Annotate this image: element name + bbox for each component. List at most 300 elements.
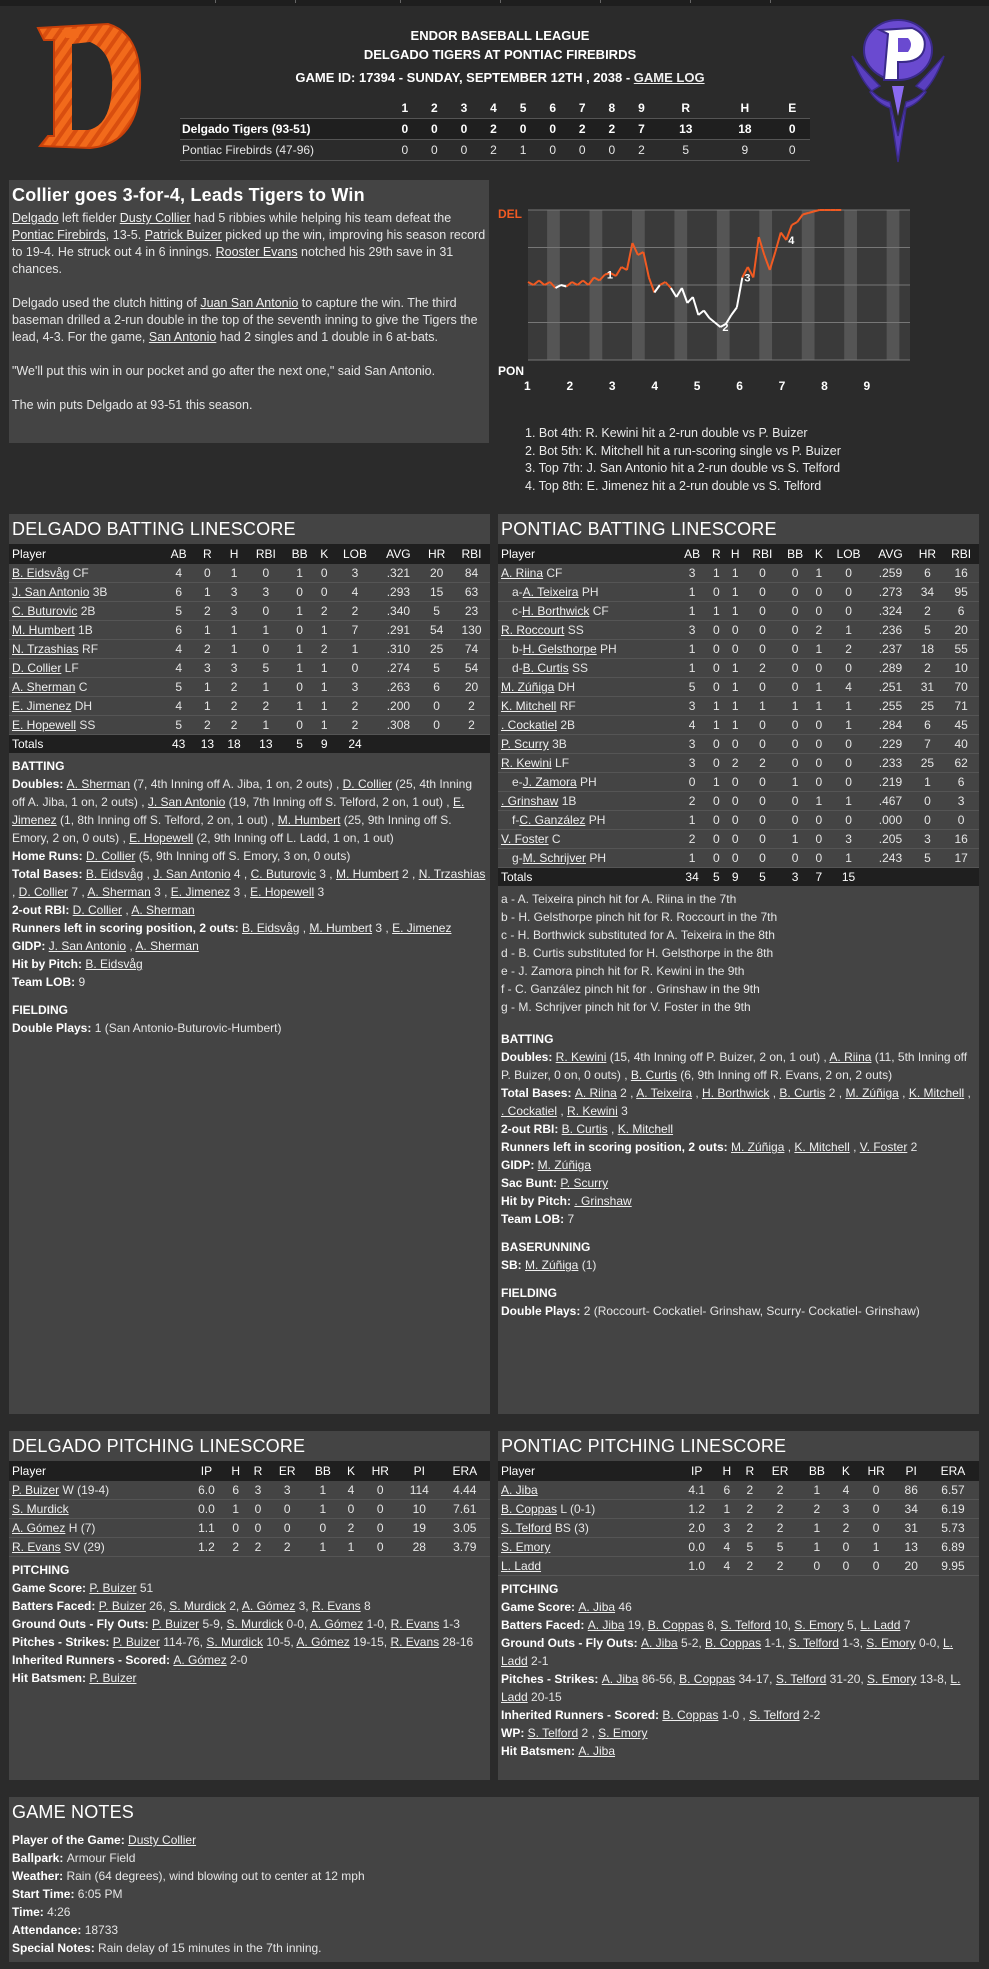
note-text: (11, 5th Inning off P. Buizer, 0 on, 0 outs) , — [501, 1050, 968, 1082]
player-cell — [9, 640, 163, 659]
recap-headline: Collier goes 3-for-4, Leads Tigers to Win — [12, 185, 365, 205]
linescore-cell: 0 — [508, 119, 538, 140]
note-key: Game Score: — [12, 1581, 90, 1595]
linescore-header: 2 — [420, 98, 450, 119]
player-link[interactable]: Pontiac Firebirds — [12, 228, 106, 242]
note-text: 2-0 — [226, 1653, 248, 1667]
player-link[interactable]: E. Hopewell — [12, 718, 77, 732]
pitcher-cell — [9, 1481, 188, 1500]
player-link[interactable]: R. Kewini — [501, 756, 552, 770]
game-notes-title: GAME NOTES — [12, 1802, 135, 1822]
stat-cell: 1 — [194, 697, 221, 716]
note-key: Ground Outs - Fly Outs: — [501, 1636, 641, 1650]
player-link[interactable]: L. Ladd — [501, 1636, 954, 1668]
event-marker: 1 — [606, 269, 614, 282]
stat-cell: 0 — [780, 678, 810, 697]
stat-cell: 2 — [194, 640, 221, 659]
player-link[interactable]: Juan San Antonio — [200, 296, 299, 310]
player-link[interactable]: A. Gómez — [173, 1653, 227, 1667]
player-link[interactable]: S. Emory — [598, 1726, 648, 1740]
player-link[interactable]: B. Curtis — [779, 1086, 826, 1100]
player-link[interactable]: P. Buizer — [112, 1635, 160, 1649]
player-link[interactable]: A. Riina — [574, 1086, 617, 1100]
player-link[interactable]: P. Scurry — [501, 737, 549, 751]
player-link[interactable]: Dusty Collier — [119, 211, 191, 225]
linescore-cell: 0 — [774, 119, 810, 140]
player-cell — [9, 697, 163, 716]
stat-cell: 31 — [895, 1519, 926, 1538]
column-header: PI — [895, 1461, 926, 1481]
player-cell — [498, 754, 677, 773]
player-link[interactable]: Delgado — [12, 211, 59, 225]
note-text: 3 — [314, 885, 325, 899]
linescore-cell: 7 — [627, 119, 657, 140]
player-link[interactable]: V. Foster — [501, 832, 549, 846]
player-link[interactable]: P. Buizer — [89, 1671, 137, 1685]
position: 3B — [89, 585, 108, 599]
player-link[interactable]: A. Jiba — [641, 1636, 678, 1650]
stat-cell: 4 — [677, 716, 707, 735]
position: PH — [596, 642, 617, 656]
note-text: , — [692, 1086, 703, 1100]
player-link[interactable]: L. Ladd — [860, 1618, 901, 1632]
tigers-logo-icon — [30, 18, 145, 154]
player-link[interactable]: E. Hopewell — [129, 831, 194, 845]
stat-cell: 0 — [362, 1538, 399, 1557]
player-link[interactable]: M. Zúñiga — [731, 1140, 785, 1154]
stat-cell: 1 — [677, 849, 707, 868]
player-link[interactable]: J. San Antonio — [147, 795, 226, 809]
player-link[interactable]: B. Eidsvåg — [12, 566, 70, 580]
player-link[interactable]: H. Gelsthorpe — [522, 642, 597, 656]
column-header: AVG — [377, 544, 421, 564]
linescore-header: E — [774, 98, 810, 119]
stat-cell: 1 — [221, 564, 248, 583]
player-link[interactable]: A. Gómez — [241, 1599, 296, 1613]
player-link[interactable]: M. Zúñiga — [845, 1086, 899, 1100]
player-link[interactable]: A. Sherman — [12, 680, 76, 694]
player-link[interactable]: H. Borthwick — [702, 1086, 770, 1100]
player-link[interactable]: M. Schrijver — [522, 851, 587, 865]
pontiac-pitching-table — [498, 1461, 979, 1576]
table-row — [498, 602, 979, 621]
note-key: Double Plays: — [501, 1304, 584, 1318]
table-row — [9, 1538, 490, 1557]
table-row — [498, 754, 979, 773]
player-link[interactable]: B. Coppas — [647, 1618, 704, 1632]
note-line — [501, 1616, 976, 1634]
player-link[interactable]: . Cockatiel — [501, 1104, 558, 1118]
player-link[interactable]: P. Buizer — [89, 1581, 137, 1595]
stat-cell: 1 — [677, 811, 707, 830]
note-text: left fielder — [58, 211, 120, 225]
note-text: 5-9, — [199, 1617, 227, 1631]
player-link[interactable]: S. Murdick — [206, 1635, 264, 1649]
note-text: 8, — [703, 1618, 721, 1632]
player-link[interactable]: E. Jimenez — [12, 795, 465, 827]
player-link[interactable]: M. Zúñiga — [525, 1258, 579, 1272]
stat-cell: 0 — [745, 792, 781, 811]
linescore-cell: 9 — [715, 140, 774, 161]
note-key: Ballpark: — [12, 1851, 67, 1865]
position: DH — [71, 699, 93, 713]
stat-cell: 1 — [247, 678, 284, 697]
player-link[interactable]: S. Telford — [720, 1618, 771, 1632]
note-text: had 5 ribbies while helping his team defeat the — [190, 211, 452, 225]
note-line — [12, 775, 487, 847]
stat-cell: 1 — [284, 564, 315, 583]
player-link[interactable]: S. Telford — [788, 1636, 839, 1650]
stat-cell: 0 — [707, 659, 726, 678]
linescore-header: 1 — [390, 98, 420, 119]
note-line — [12, 919, 487, 937]
player-link[interactable]: B. Coppas — [679, 1672, 736, 1686]
player-link[interactable]: B. Curtis — [630, 1068, 677, 1082]
player-link[interactable]: S. Telford — [527, 1726, 579, 1740]
table-header-row — [9, 1461, 490, 1481]
position: 3B — [548, 737, 567, 751]
player-link[interactable]: D. Collier — [86, 849, 136, 863]
stat-cell: 0 — [745, 678, 781, 697]
totals-cell: 3 — [780, 868, 810, 887]
stat-cell: 2 — [333, 697, 376, 716]
player-cell — [498, 735, 677, 754]
linescore-row — [180, 140, 810, 161]
player-link[interactable]: M. Zúñiga — [501, 680, 555, 694]
stat-cell: 5 — [420, 602, 453, 621]
player-link[interactable]: Dusty Collier — [128, 1833, 197, 1847]
player-link[interactable]: J. San Antonio — [153, 867, 231, 881]
totals-cell: Totals — [498, 868, 677, 887]
stat-cell: 0 — [726, 849, 745, 868]
table-row — [9, 1500, 490, 1519]
note-text: 0-0, — [915, 1636, 943, 1650]
note-text: 10, — [770, 1618, 795, 1632]
player-link[interactable]: N. Trzashias — [12, 642, 79, 656]
stat-cell: 3 — [221, 659, 248, 678]
column-header: H — [715, 1461, 738, 1481]
player-link[interactable]: P. Buizer — [152, 1617, 200, 1631]
note-key: Pitches - Strikes: — [12, 1635, 113, 1649]
player-link[interactable]: P. Buizer — [98, 1599, 146, 1613]
player-cell — [9, 678, 163, 697]
player-link[interactable]: N. Trzashias — [418, 867, 486, 881]
player-link[interactable]: . Grinshaw — [501, 794, 559, 808]
note-text: 2, — [225, 1599, 242, 1613]
stat-cell: .219 — [869, 773, 911, 792]
note-text: , — [769, 1086, 780, 1100]
note-key: Hit by Pitch: — [12, 957, 86, 971]
player-link[interactable]: S. Emory — [794, 1618, 844, 1632]
player-link[interactable]: J. Zamora — [522, 775, 577, 789]
stat-cell: 9.95 — [927, 1557, 979, 1576]
column-header: BB — [305, 1461, 340, 1481]
player-cell — [498, 602, 677, 621]
stat-cell: 1 — [677, 602, 707, 621]
stat-cell: 1 — [221, 640, 248, 659]
player-link[interactable]: J. San Antonio — [48, 939, 127, 953]
player-link[interactable]: A. Jiba — [501, 1483, 538, 1497]
player-link[interactable]: A. Jiba — [578, 1600, 616, 1614]
player-link[interactable]: San Antonio — [148, 330, 217, 344]
column-header: ERA — [440, 1461, 490, 1481]
player-link[interactable]: B. Coppas — [705, 1636, 762, 1650]
stat-cell: .321 — [377, 564, 421, 583]
player-link[interactable]: D. Collier — [72, 903, 122, 917]
player-link[interactable]: K. Mitchell — [501, 699, 557, 713]
note-text: , — [849, 1140, 860, 1154]
stat-cell: 1 — [726, 678, 745, 697]
firebirds-logo-icon — [850, 16, 946, 164]
player-link[interactable]: M. Humbert — [309, 921, 373, 935]
position: RF — [78, 642, 99, 656]
player-link[interactable]: R. Kewini — [567, 1104, 618, 1118]
player-link[interactable]: V. Foster — [859, 1140, 908, 1154]
player-cell — [9, 621, 163, 640]
stat-cell: 0 — [810, 811, 828, 830]
player-link[interactable]: . Cockatiel — [501, 718, 558, 732]
stat-cell: 3 — [221, 583, 248, 602]
note-line — [501, 1706, 976, 1724]
stat-cell: 1 — [857, 1538, 896, 1557]
note-text: 7 — [900, 1618, 911, 1632]
stat-cell: 0.0 — [678, 1538, 715, 1557]
player-link[interactable]: B. Coppas — [662, 1708, 719, 1722]
player-link[interactable]: A. Sherman — [135, 939, 199, 953]
player-link[interactable]: H. Borthwick — [522, 604, 590, 618]
note-text: (15, 4th Inning off P. Buizer, 2 on, 1 out) , — [606, 1050, 830, 1064]
player-link[interactable]: P. Buizer — [12, 1483, 60, 1497]
stat-cell: 0 — [707, 621, 726, 640]
stat-cell: 0 — [745, 716, 781, 735]
player-link[interactable]: A. Gómez — [296, 1635, 350, 1649]
note-text: notched his 29th save in 31 chances. — [12, 245, 454, 276]
player-link[interactable]: D. Collier — [18, 885, 69, 899]
stat-cell: 15 — [420, 583, 453, 602]
player-link[interactable]: B. Curtis — [561, 1122, 608, 1136]
player-link[interactable]: C. Buturovic — [12, 604, 78, 618]
stat-cell: 3 — [677, 754, 707, 773]
player-link[interactable]: J. San Antonio — [12, 585, 90, 599]
note-line — [12, 1669, 487, 1687]
column-header: K — [340, 1461, 361, 1481]
player-link[interactable]: D. Collier — [12, 661, 62, 675]
player-link[interactable]: P. Scurry — [560, 1176, 609, 1190]
player-link[interactable]: S. Murdick — [12, 1502, 69, 1516]
player-link[interactable]: E. Hopewell — [250, 885, 315, 899]
player-link[interactable]: R. Kewini — [555, 1050, 607, 1064]
inning-tick-label: 7 — [778, 379, 786, 393]
player-link[interactable]: A. Riina — [501, 566, 544, 580]
stat-cell: 0 — [857, 1500, 896, 1519]
player-link[interactable]: L. Ladd — [501, 1672, 961, 1704]
player-link[interactable]: B. Eidsvåg — [85, 867, 144, 881]
player-link[interactable]: A. Gómez — [309, 1617, 364, 1631]
stat-cell: 2 — [677, 830, 707, 849]
player-link[interactable]: M. Zúñiga — [537, 1158, 592, 1172]
column-header: Player — [9, 1461, 188, 1481]
player-link[interactable]: S. Murdick — [169, 1599, 226, 1613]
recap-quote: "We'll put this win in our pocket and go after the next one," said San Antonio. — [12, 364, 436, 378]
table-row — [498, 697, 979, 716]
player-link[interactable]: A. Jiba — [578, 1744, 616, 1758]
player-link[interactable]: B. Eidsvåg — [85, 957, 143, 971]
stat-cell: 0 — [284, 621, 315, 640]
player-link[interactable]: C. Ganzález — [519, 813, 586, 827]
stat-cell: 25 — [420, 640, 453, 659]
note-text: 3 , — [372, 921, 393, 935]
stat-cell: 0 — [305, 1519, 340, 1538]
table-row — [9, 678, 490, 697]
player-link[interactable]: R. Evans — [311, 1599, 361, 1613]
player-link[interactable]: K. Mitchell — [617, 1122, 674, 1136]
player-link[interactable]: K. Mitchell — [908, 1086, 965, 1100]
player-link[interactable]: R. Evans — [390, 1617, 440, 1631]
note-text: 2 , — [398, 867, 419, 881]
column-header: BB — [284, 544, 315, 564]
line-score-table — [180, 98, 810, 161]
player-link[interactable]: E. Jimenez — [170, 885, 231, 899]
player-cell — [9, 716, 163, 735]
position: CF — [589, 604, 609, 618]
stat-cell: 1 — [707, 716, 726, 735]
stat-cell: 0 — [780, 792, 810, 811]
note-text: 1-0, — [363, 1617, 391, 1631]
player-link[interactable]: E. Jimenez — [12, 699, 72, 713]
stat-cell: 3 — [943, 792, 979, 811]
player-link[interactable]: E. Jimenez — [392, 921, 452, 935]
player-cell — [498, 849, 677, 868]
stat-cell: 0 — [707, 849, 726, 868]
player-link[interactable]: Rooster Evans — [215, 245, 298, 259]
player-link[interactable]: A. Jiba — [587, 1618, 625, 1632]
player-link[interactable]: S. Emory — [866, 1636, 916, 1650]
player-link[interactable]: B. Curtis — [522, 661, 569, 675]
stat-cell: 114 — [399, 1481, 440, 1500]
note-line — [12, 955, 487, 973]
player-link[interactable]: R. Evans — [390, 1635, 440, 1649]
stat-cell: 6 — [943, 602, 979, 621]
player-link[interactable]: A. Sherman — [66, 777, 131, 791]
stat-cell: 3 — [333, 678, 376, 697]
table-row — [498, 583, 979, 602]
note-text: 1-3, — [838, 1636, 867, 1650]
stat-cell: 1 — [677, 583, 707, 602]
linescore-cell: 1 — [508, 140, 538, 161]
player-link[interactable]: A. Teixeira — [636, 1086, 693, 1100]
stat-cell: 23 — [453, 602, 490, 621]
player-link[interactable]: B. Eidsvåg — [242, 921, 300, 935]
player-link[interactable]: K. Mitchell — [794, 1140, 850, 1154]
stat-cell: 3 — [247, 583, 284, 602]
player-link[interactable]: A. Sherman — [87, 885, 151, 899]
player-link[interactable]: B. Coppas — [501, 1502, 558, 1516]
stat-cell: 0 — [726, 735, 745, 754]
stat-cell: 16 — [943, 564, 979, 583]
player-link[interactable]: S. Telford — [501, 1521, 552, 1535]
note-key: Start Time: — [12, 1887, 78, 1901]
linescore-header — [180, 98, 390, 119]
notes-section-heading: BASERUNNING — [501, 1240, 591, 1254]
stat-cell: .229 — [869, 735, 911, 754]
stat-cell: 2 — [677, 792, 707, 811]
player-link[interactable]: A. Gómez — [12, 1521, 66, 1535]
note-text: 86-56, — [638, 1672, 680, 1686]
table-row — [498, 735, 979, 754]
player-link[interactable]: S. Emory — [501, 1540, 551, 1554]
linescore-cell: 0 — [774, 140, 810, 161]
stat-cell: 54 — [453, 659, 490, 678]
substitution-note: f - C. Ganzález pinch hit for . Grinshaw in the 9th — [501, 982, 760, 996]
player-link[interactable]: S. Telford — [749, 1708, 800, 1722]
stat-cell: 4 — [163, 659, 194, 678]
player-link[interactable]: L. Ladd — [501, 1559, 542, 1573]
player-link[interactable]: Patrick Buizer — [144, 228, 222, 242]
player-link[interactable]: S. Murdick — [226, 1617, 284, 1631]
note-text: (1) — [578, 1258, 597, 1272]
decision: SV (29) — [60, 1540, 105, 1554]
player-link[interactable]: C. Buturovic — [250, 867, 316, 881]
player-link[interactable]: A. Jiba — [601, 1672, 639, 1686]
stat-cell: 0 — [225, 1519, 247, 1538]
notes-section-heading: FIELDING — [12, 1003, 68, 1017]
stat-cell: 0 — [780, 564, 810, 583]
player-link[interactable]: R. Evans — [12, 1540, 61, 1554]
linescore-cell: 13 — [656, 119, 715, 140]
game-log-link[interactable]: GAME LOG — [633, 70, 705, 85]
player-link[interactable]: A. Teixeira — [522, 585, 579, 599]
player-link[interactable]: M. Humbert — [277, 813, 341, 827]
pontiac-pitching-notes — [498, 1576, 979, 1764]
column-header: R — [194, 544, 221, 564]
player-link[interactable]: S. Emory — [867, 1672, 917, 1686]
stat-cell: 0 — [828, 602, 870, 621]
stat-cell: 1 — [677, 640, 707, 659]
stat-cell: 0 — [247, 1500, 269, 1519]
stat-cell: 0 — [284, 583, 315, 602]
player-cell — [498, 640, 677, 659]
stat-cell: 0 — [810, 602, 828, 621]
game-header — [0, 12, 989, 172]
player-link[interactable]: S. Telford — [775, 1672, 827, 1686]
note-text: , — [557, 1104, 568, 1118]
stat-cell: 0 — [745, 735, 781, 754]
top-nav-bar — [0, 0, 989, 6]
stat-cell: 2 — [745, 659, 781, 678]
note-text: 2-1 — [527, 1654, 549, 1668]
player-link[interactable]: . Grinshaw — [574, 1194, 632, 1208]
totals-cell — [420, 735, 453, 754]
player-link[interactable]: A. Riina — [829, 1050, 872, 1064]
table-row — [498, 659, 979, 678]
player-link[interactable]: M. Humbert — [12, 623, 75, 637]
stat-cell: 1 — [225, 1500, 247, 1519]
note-key: Total Bases: — [12, 867, 86, 881]
player-link[interactable]: M. Humbert — [335, 867, 399, 881]
player-link[interactable]: A. Sherman — [131, 903, 195, 917]
stat-cell: 1 — [726, 583, 745, 602]
totals-cell: 18 — [221, 735, 248, 754]
player-link[interactable]: D. Collier — [342, 777, 392, 791]
note-key: GIDP: — [12, 939, 49, 953]
stat-cell: 0 — [707, 754, 726, 773]
stat-cell: 6 — [715, 1481, 738, 1500]
stat-cell: 1 — [194, 621, 221, 640]
stat-cell: 1 — [247, 716, 284, 735]
player-link[interactable]: R. Roccourt — [501, 623, 565, 637]
win-prob-event-note: 3. Top 7th: J. San Antonio hit a 2-run double vs S. Telford — [525, 461, 841, 475]
stat-cell: .308 — [377, 716, 421, 735]
